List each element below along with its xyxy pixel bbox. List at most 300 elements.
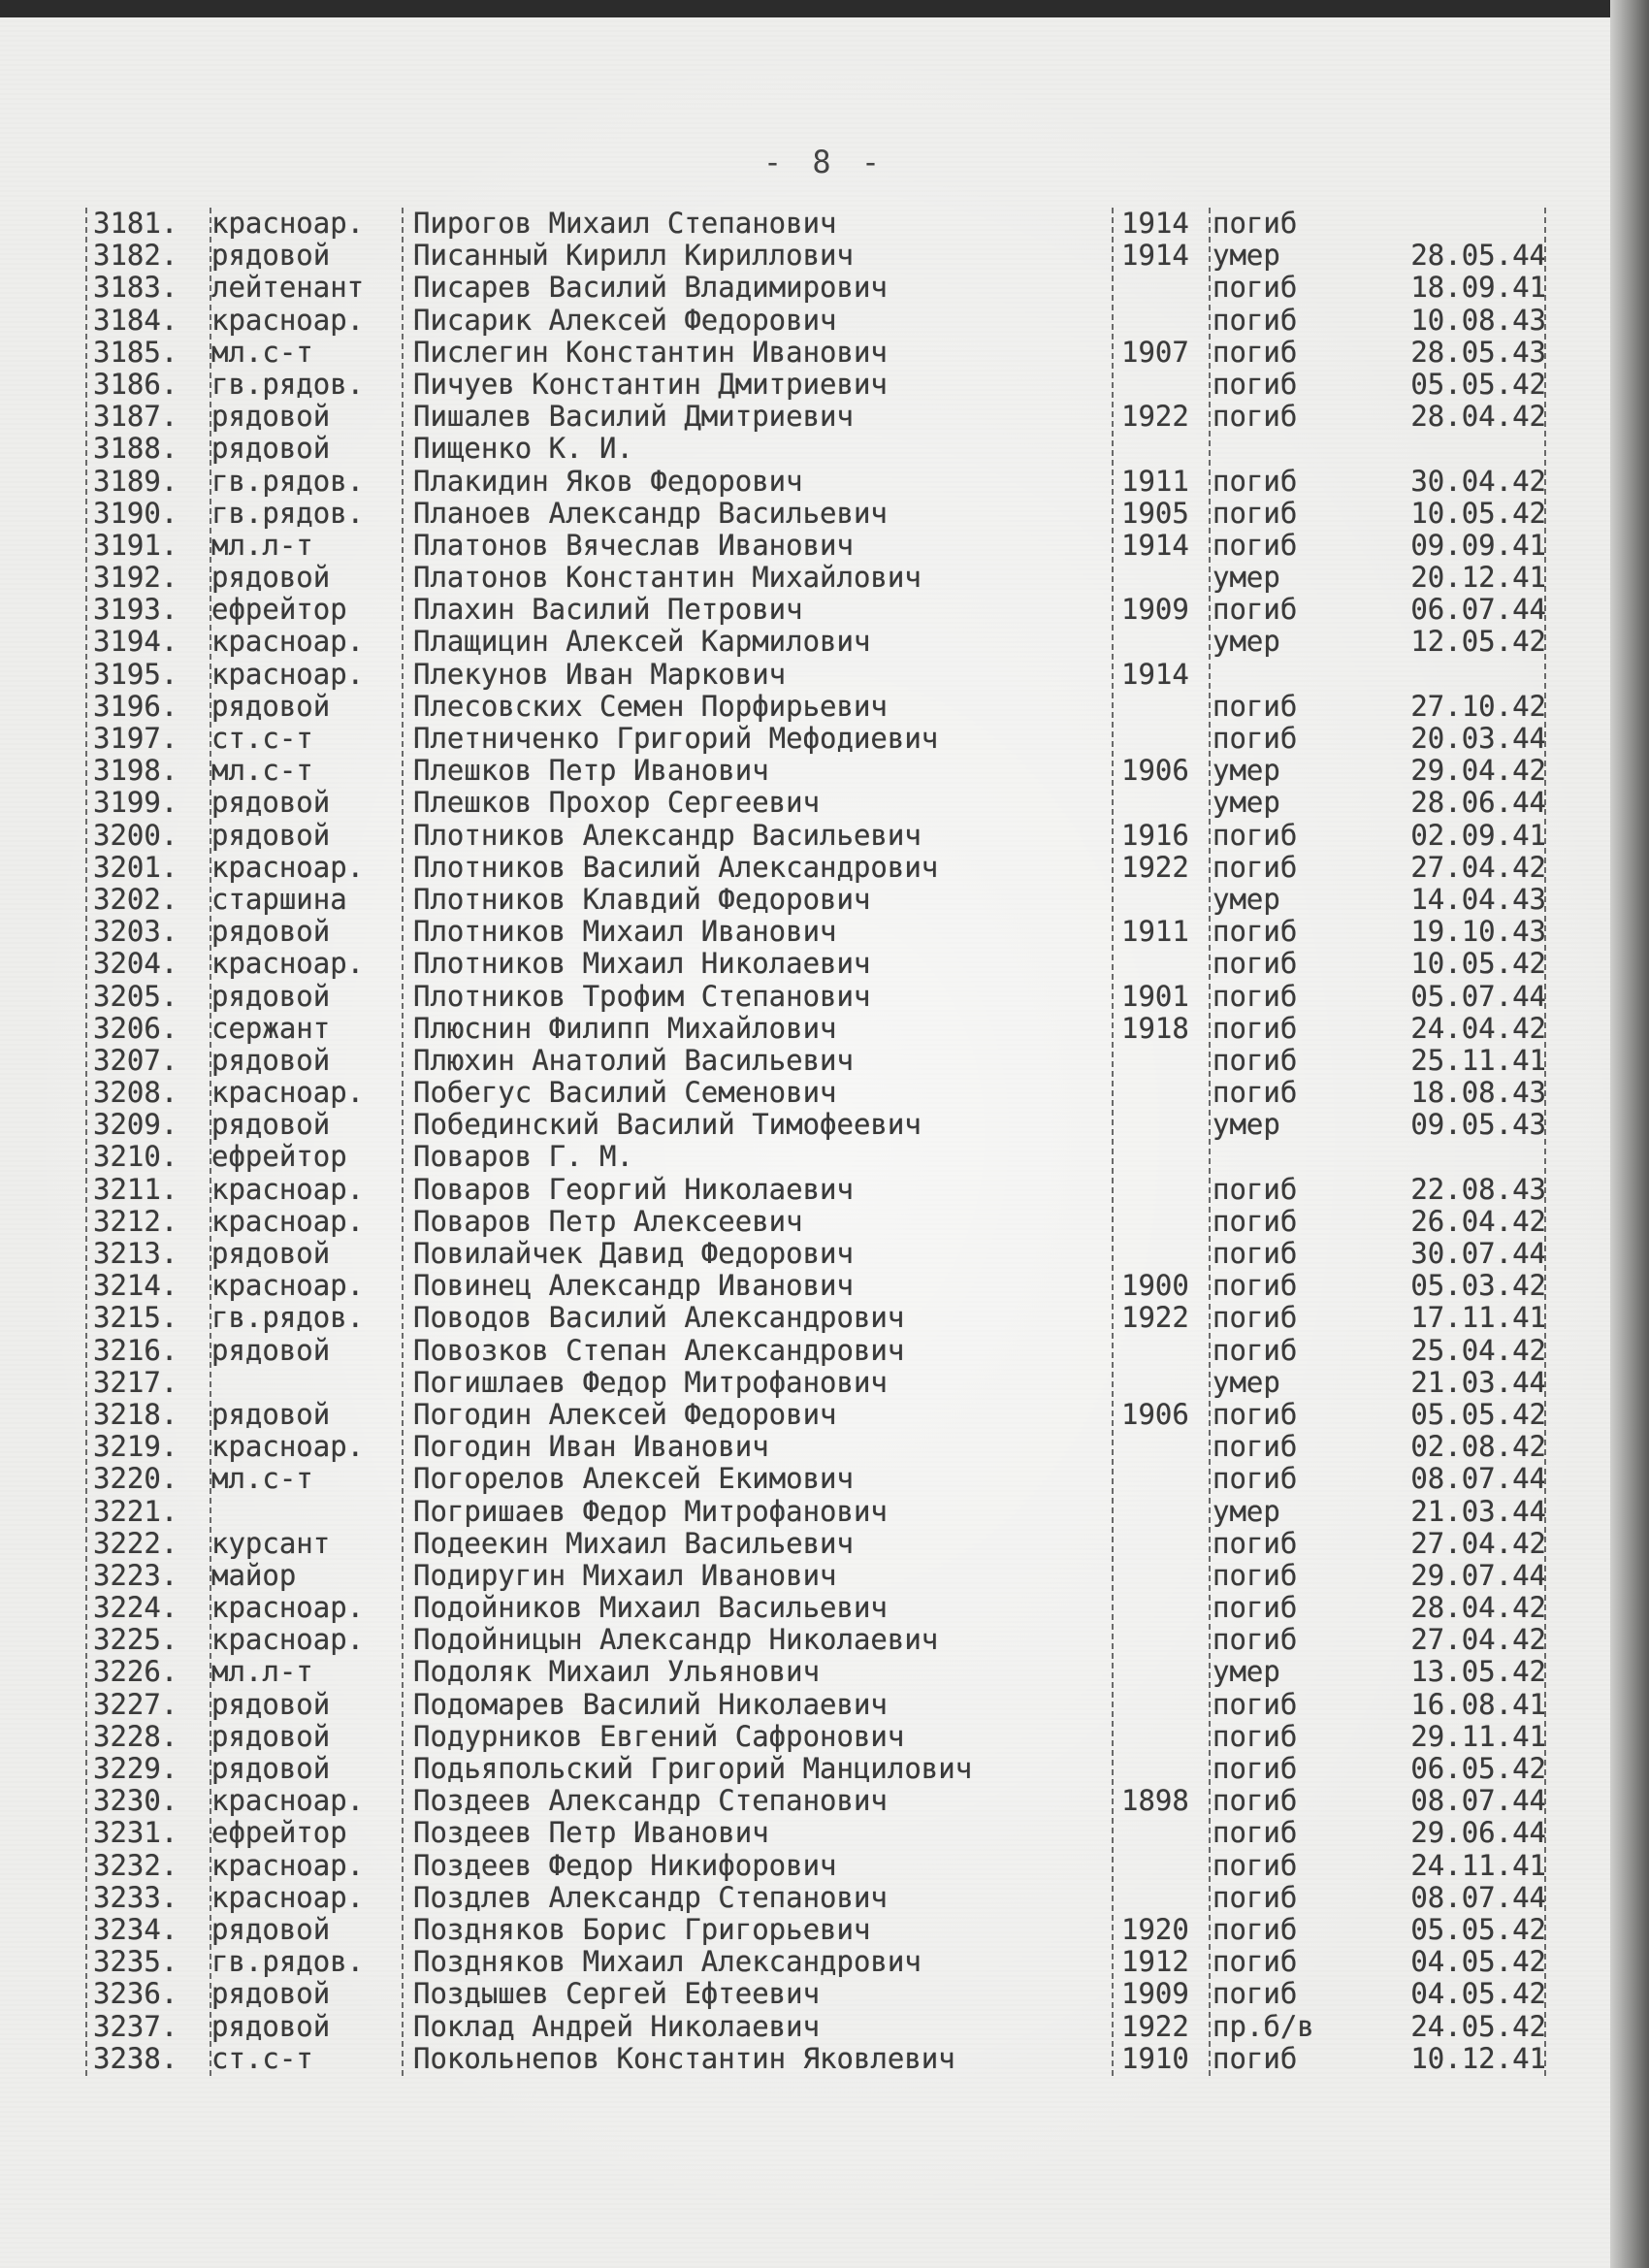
cell-rank: рядовой bbox=[211, 689, 331, 723]
cell-birth-year bbox=[1121, 948, 1214, 980]
cell-birth-year: 1905 bbox=[1121, 496, 1189, 530]
cell-status: погиб bbox=[1212, 1301, 1298, 1335]
cell-status: погиб bbox=[1212, 1558, 1298, 1592]
table-row bbox=[87, 852, 1552, 884]
cell-record-number: 3206. bbox=[93, 1011, 178, 1045]
table-row bbox=[87, 1077, 1552, 1109]
cell-status: умер bbox=[1212, 1655, 1280, 1689]
cell-date: 29.04.42 bbox=[1410, 754, 1546, 788]
cell-date: 10.05.42 bbox=[1410, 496, 1546, 530]
table-row bbox=[87, 337, 1552, 369]
cell-date: 04.05.42 bbox=[1410, 1977, 1546, 2011]
cell-rank: мл.с-т bbox=[211, 1462, 313, 1496]
column-sep-name-year bbox=[1112, 208, 1114, 2076]
cell-full-name: Пищенко К. И. bbox=[413, 432, 633, 466]
cell-birth-year bbox=[1121, 1174, 1214, 1206]
cell-record-number: 3233. bbox=[93, 1880, 178, 1914]
cell-record-number: 3216. bbox=[93, 1333, 178, 1367]
cell-full-name: Погодин Алексей Федорович bbox=[413, 1397, 837, 1431]
cell-rank: красноар. bbox=[211, 1784, 365, 1818]
cell-rank: рядовой bbox=[211, 915, 331, 949]
cell-date: 20.12.41 bbox=[1410, 561, 1546, 595]
cell-rank: рядовой bbox=[211, 1043, 331, 1077]
cell-full-name: Погодин Иван Иванович bbox=[413, 1430, 769, 1464]
cell-full-name: Писанный Кирилл Кириллович bbox=[413, 239, 854, 273]
cell-record-number: 3202. bbox=[93, 882, 178, 916]
cell-rank: рядовой bbox=[211, 1912, 331, 1946]
cell-date: 24.05.42 bbox=[1410, 2009, 1546, 2043]
cell-rank: мл.с-т bbox=[211, 335, 313, 369]
cell-full-name: Подомарев Василий Николаевич bbox=[413, 1687, 888, 1721]
cell-status: погиб bbox=[1212, 1430, 1298, 1464]
cell-rank: рядовой bbox=[211, 1977, 331, 2011]
cell-full-name: Плахин Василий Петрович bbox=[413, 593, 803, 627]
table-row bbox=[87, 1045, 1552, 1077]
cell-birth-year: 1912 bbox=[1121, 1945, 1189, 1979]
cell-rank: красноар. bbox=[211, 1623, 365, 1657]
table-row bbox=[87, 1850, 1552, 1882]
cell-full-name: Повозков Степан Александрович bbox=[413, 1333, 905, 1367]
cell-full-name: Поваров Георгий Николаевич bbox=[413, 1172, 854, 1206]
cell-status bbox=[1212, 1141, 1358, 1173]
cell-birth-year: 1920 bbox=[1121, 1912, 1189, 1946]
cell-date: 27.04.42 bbox=[1410, 850, 1546, 884]
cell-date: 28.05.44 bbox=[1410, 239, 1546, 273]
table-row bbox=[87, 1592, 1552, 1624]
cell-full-name: Плесовских Семен Порфирьевич bbox=[413, 689, 888, 723]
cell-status: погиб bbox=[1212, 1462, 1298, 1496]
cell-date: 21.03.44 bbox=[1410, 1494, 1546, 1528]
cell-full-name: Поздеев Александр Степанович bbox=[413, 1784, 888, 1818]
cell-full-name: Пишалев Василий Дмитриевич bbox=[413, 400, 854, 434]
table-row bbox=[87, 820, 1552, 852]
cell-status: погиб bbox=[1212, 1204, 1298, 1238]
table-row bbox=[87, 1496, 1552, 1528]
cell-birth-year: 1900 bbox=[1121, 1269, 1189, 1303]
cell-record-number: 3228. bbox=[93, 1719, 178, 1753]
cell-birth-year bbox=[1121, 1656, 1214, 1688]
cell-full-name: Пислегин Константин Иванович bbox=[413, 335, 888, 369]
cell-status: пр.б/в bbox=[1212, 2009, 1314, 2043]
cell-birth-year: 1910 bbox=[1121, 2041, 1189, 2075]
table-row bbox=[87, 1624, 1552, 1656]
cell-full-name: Поводов Василий Александрович bbox=[413, 1301, 905, 1335]
cell-birth-year bbox=[1121, 691, 1214, 723]
cell-rank: рядовой bbox=[211, 1333, 331, 1367]
cell-status: погиб bbox=[1212, 1172, 1298, 1206]
cell-record-number: 3195. bbox=[93, 657, 178, 691]
cell-status: погиб bbox=[1212, 1397, 1298, 1431]
column-sep-left bbox=[85, 208, 87, 2076]
table-row bbox=[87, 305, 1552, 337]
table-row bbox=[87, 1914, 1552, 1946]
cell-full-name: Плешков Петр Иванович bbox=[413, 754, 769, 788]
cell-rank: рядовой bbox=[211, 979, 331, 1013]
cell-full-name: Поздняков Борис Григорьевич bbox=[413, 1912, 871, 1946]
cell-full-name: Повилайчек Давид Федорович bbox=[413, 1237, 854, 1270]
cell-rank: мл.с-т bbox=[211, 754, 313, 788]
cell-rank: рядовой bbox=[211, 2009, 331, 2043]
cell-rank: рядовой bbox=[211, 1397, 331, 1431]
cell-birth-year: 1922 bbox=[1121, 850, 1189, 884]
cell-rank: красноар. bbox=[211, 947, 365, 981]
cell-rank: майор bbox=[211, 1558, 297, 1592]
cell-record-number: 3189. bbox=[93, 464, 178, 498]
cell-birth-year bbox=[1121, 1882, 1214, 1914]
cell-full-name: Пичуев Константин Дмитриевич bbox=[413, 367, 888, 401]
cell-record-number: 3236. bbox=[93, 1977, 178, 2011]
table-row bbox=[87, 466, 1552, 498]
cell-date bbox=[1362, 1141, 1546, 1173]
cell-record-number: 3208. bbox=[93, 1076, 178, 1110]
cell-date: 08.07.44 bbox=[1410, 1784, 1546, 1818]
cell-date: 17.11.41 bbox=[1410, 1301, 1546, 1335]
table-row bbox=[87, 691, 1552, 723]
cell-status: умер bbox=[1212, 1494, 1280, 1528]
cell-rank: красноар. bbox=[211, 1269, 365, 1303]
cell-full-name: Повинец Александр Иванович bbox=[413, 1269, 854, 1303]
cell-full-name: Плешков Прохор Сергеевич bbox=[413, 786, 821, 820]
cell-birth-year bbox=[1121, 1528, 1214, 1560]
cell-record-number: 3211. bbox=[93, 1172, 178, 1206]
cell-record-number: 3221. bbox=[93, 1494, 178, 1528]
table-row bbox=[87, 1302, 1552, 1334]
cell-record-number: 3225. bbox=[93, 1623, 178, 1657]
cell-status: погиб bbox=[1212, 1784, 1298, 1818]
cell-record-number: 3199. bbox=[93, 786, 178, 820]
cell-rank: гв.рядов. bbox=[211, 464, 365, 498]
cell-birth-year bbox=[1121, 1206, 1214, 1238]
cell-record-number: 3217. bbox=[93, 1365, 178, 1399]
cell-status: погиб bbox=[1212, 335, 1298, 369]
table-row bbox=[87, 240, 1552, 272]
cell-record-number: 3192. bbox=[93, 561, 178, 595]
cell-rank: рядовой bbox=[211, 1237, 331, 1270]
cell-status: умер bbox=[1212, 1108, 1280, 1142]
table-row bbox=[87, 1399, 1552, 1431]
cell-rank: красноар. bbox=[211, 1076, 365, 1110]
table-row bbox=[87, 1174, 1552, 1206]
cell-status: погиб bbox=[1212, 1945, 1298, 1979]
table-row bbox=[87, 1238, 1552, 1270]
cell-date: 02.08.42 bbox=[1410, 1430, 1546, 1464]
cell-rank: рядовой bbox=[211, 561, 331, 595]
cell-status bbox=[1212, 433, 1358, 465]
cell-record-number: 3201. bbox=[93, 850, 178, 884]
cell-status: погиб bbox=[1212, 464, 1298, 498]
cell-date: 21.03.44 bbox=[1410, 1365, 1546, 1399]
cell-rank: курсант bbox=[211, 1526, 331, 1560]
cell-rank: лейтенант bbox=[211, 271, 365, 305]
cell-status: погиб bbox=[1212, 1719, 1298, 1753]
table-row bbox=[87, 787, 1552, 819]
cell-date: 13.05.42 bbox=[1410, 1655, 1546, 1689]
column-sep-rank-name bbox=[402, 208, 404, 2076]
table-row bbox=[87, 1528, 1552, 1560]
cell-record-number: 3220. bbox=[93, 1462, 178, 1496]
cell-date: 24.04.42 bbox=[1410, 1011, 1546, 1045]
cell-status: погиб bbox=[1212, 303, 1298, 337]
cell-record-number: 3222. bbox=[93, 1526, 178, 1560]
cell-rank: ефрейтор bbox=[211, 1140, 347, 1174]
column-sep-right bbox=[1544, 208, 1546, 2076]
cell-full-name: Планоев Александр Васильевич bbox=[413, 496, 888, 530]
cell-record-number: 3224. bbox=[93, 1591, 178, 1625]
cell-status: погиб bbox=[1212, 722, 1298, 755]
cell-status: погиб bbox=[1212, 496, 1298, 530]
cell-rank: ст.с-т bbox=[211, 722, 313, 755]
cell-date: 27.04.42 bbox=[1410, 1623, 1546, 1657]
cell-full-name: Пирогов Михаил Степанович bbox=[413, 207, 837, 240]
cell-birth-year bbox=[1121, 884, 1214, 916]
cell-birth-year bbox=[1121, 1689, 1214, 1721]
cell-record-number: 3194. bbox=[93, 625, 178, 659]
cell-full-name: Поздлев Александр Степанович bbox=[413, 1880, 888, 1914]
cell-record-number: 3227. bbox=[93, 1687, 178, 1721]
cell-status: умер bbox=[1212, 882, 1280, 916]
cell-date: 06.07.44 bbox=[1410, 593, 1546, 627]
cell-rank: красноар. bbox=[211, 1880, 365, 1914]
cell-record-number: 3215. bbox=[93, 1301, 178, 1335]
cell-record-number: 3184. bbox=[93, 303, 178, 337]
cell-status bbox=[1212, 659, 1358, 691]
cell-birth-year bbox=[1121, 433, 1214, 465]
table-row bbox=[87, 498, 1552, 530]
cell-record-number: 3186. bbox=[93, 367, 178, 401]
cell-record-number: 3218. bbox=[93, 1397, 178, 1431]
cell-birth-year bbox=[1121, 1463, 1214, 1495]
cell-rank: мл.л-т bbox=[211, 528, 313, 562]
cell-rank: рядовой bbox=[211, 1108, 331, 1142]
cell-birth-year: 1914 bbox=[1121, 528, 1189, 562]
cell-rank: красноар. bbox=[211, 850, 365, 884]
cell-birth-year bbox=[1121, 1335, 1214, 1367]
cell-status: погиб bbox=[1212, 1591, 1298, 1625]
table-row bbox=[87, 1689, 1552, 1721]
cell-status: погиб bbox=[1212, 1237, 1298, 1270]
cell-date: 24.11.41 bbox=[1410, 1848, 1546, 1882]
cell-rank: рядовой bbox=[211, 400, 331, 434]
cell-status: погиб bbox=[1212, 689, 1298, 723]
cell-rank: рядовой bbox=[211, 818, 331, 852]
cell-full-name: Покольнепов Константин Яковлевич bbox=[413, 2041, 955, 2075]
cell-full-name: Подеекин Михаил Васильевич bbox=[413, 1526, 854, 1560]
table-row bbox=[87, 272, 1552, 304]
cell-status: погиб bbox=[1212, 818, 1298, 852]
cell-record-number: 3231. bbox=[93, 1816, 178, 1850]
cell-full-name: Подойников Михаил Васильевич bbox=[413, 1591, 888, 1625]
cell-rank: сержант bbox=[211, 1011, 331, 1045]
cell-rank: ст.с-т bbox=[211, 2041, 313, 2075]
cell-record-number: 3213. bbox=[93, 1237, 178, 1270]
cell-rank: гв.рядов. bbox=[211, 496, 365, 530]
cell-status: умер bbox=[1212, 754, 1280, 788]
table-row bbox=[87, 1656, 1552, 1688]
table-row bbox=[87, 1367, 1552, 1399]
cell-status: погиб bbox=[1212, 2041, 1298, 2075]
table-row bbox=[87, 981, 1552, 1013]
cell-record-number: 3226. bbox=[93, 1655, 178, 1689]
cell-date: 05.03.42 bbox=[1410, 1269, 1546, 1303]
cell-full-name: Плюснин Филипп Михайлович bbox=[413, 1011, 837, 1045]
cell-date: 02.09.41 bbox=[1410, 818, 1546, 852]
cell-date: 19.10.43 bbox=[1410, 915, 1546, 949]
cell-birth-year: 1914 bbox=[1121, 239, 1189, 273]
cell-status: погиб bbox=[1212, 947, 1298, 981]
cell-date: 26.04.42 bbox=[1410, 1204, 1546, 1238]
table-row bbox=[87, 1946, 1552, 1978]
cell-birth-year bbox=[1121, 1817, 1214, 1849]
cell-record-number: 3210. bbox=[93, 1140, 178, 1174]
cell-date: 25.04.42 bbox=[1410, 1333, 1546, 1367]
cell-birth-year: 1898 bbox=[1121, 1784, 1189, 1818]
table-row bbox=[87, 433, 1552, 465]
cell-record-number: 3229. bbox=[93, 1752, 178, 1785]
cell-birth-year bbox=[1121, 1238, 1214, 1270]
page-number: - 8 - bbox=[762, 144, 887, 180]
cell-date: 29.06.44 bbox=[1410, 1816, 1546, 1850]
table-row bbox=[87, 208, 1552, 240]
table-row bbox=[87, 1785, 1552, 1817]
cell-date bbox=[1362, 659, 1546, 691]
cell-rank: рядовой bbox=[211, 1752, 331, 1785]
cell-record-number: 3238. bbox=[93, 2041, 178, 2075]
cell-rank: мл.л-т bbox=[211, 1655, 313, 1689]
cell-status: погиб bbox=[1212, 207, 1298, 240]
cell-date: 27.10.42 bbox=[1410, 689, 1546, 723]
cell-birth-year: 1914 bbox=[1121, 207, 1189, 240]
cell-status: погиб bbox=[1212, 1043, 1298, 1077]
cell-record-number: 3196. bbox=[93, 689, 178, 723]
cell-birth-year: 1901 bbox=[1121, 979, 1189, 1013]
cell-date: 30.04.42 bbox=[1410, 464, 1546, 498]
cell-rank: старшина bbox=[211, 882, 347, 916]
cell-record-number: 3190. bbox=[93, 496, 178, 530]
table-row bbox=[87, 948, 1552, 980]
cell-record-number: 3219. bbox=[93, 1430, 178, 1464]
cell-status: погиб bbox=[1212, 1687, 1298, 1721]
table-row bbox=[87, 1463, 1552, 1495]
cell-birth-year: 1906 bbox=[1121, 754, 1189, 788]
cell-birth-year bbox=[1121, 1077, 1214, 1109]
cell-record-number: 3212. bbox=[93, 1204, 178, 1238]
cell-record-number: 3235. bbox=[93, 1945, 178, 1979]
table-row bbox=[87, 1335, 1552, 1367]
cell-full-name: Подьяпольский Григорий Манцилович bbox=[413, 1752, 973, 1785]
cell-full-name: Плащицин Алексей Кармилович bbox=[413, 625, 871, 659]
cell-full-name: Погришаев Федор Митрофанович bbox=[413, 1494, 888, 1528]
cell-rank: рядовой bbox=[211, 1687, 331, 1721]
cell-status: погиб bbox=[1212, 1848, 1298, 1882]
cell-full-name: Побединский Василий Тимофеевич bbox=[413, 1108, 922, 1142]
table-row bbox=[87, 626, 1552, 658]
cell-birth-year bbox=[1121, 1496, 1214, 1528]
table-row bbox=[87, 530, 1552, 562]
cell-full-name: Подойницын Александр Николаевич bbox=[413, 1623, 939, 1657]
cell-date: 06.05.42 bbox=[1410, 1752, 1546, 1785]
cell-full-name: Подоляк Михаил Ульянович bbox=[413, 1655, 821, 1689]
cell-record-number: 3214. bbox=[93, 1269, 178, 1303]
cell-birth-year bbox=[1121, 626, 1214, 658]
cell-date: 16.08.41 bbox=[1410, 1687, 1546, 1721]
cell-full-name: Писарик Алексей Федорович bbox=[413, 303, 837, 337]
cell-full-name: Поздеев Петр Иванович bbox=[413, 1816, 769, 1850]
cell-birth-year bbox=[1121, 1045, 1214, 1077]
cell-birth-year bbox=[1121, 272, 1214, 304]
table-row bbox=[87, 1431, 1552, 1463]
table-row bbox=[87, 401, 1552, 433]
cell-full-name: Плотников Михаил Иванович bbox=[413, 915, 837, 949]
cell-birth-year bbox=[1121, 1753, 1214, 1785]
cell-record-number: 3191. bbox=[93, 528, 178, 562]
cell-record-number: 3193. bbox=[93, 593, 178, 627]
cell-birth-year bbox=[1121, 305, 1214, 337]
cell-status: погиб bbox=[1212, 850, 1298, 884]
cell-birth-year bbox=[1121, 1141, 1214, 1173]
cell-rank: рядовой bbox=[211, 1719, 331, 1753]
cell-date: 08.07.44 bbox=[1410, 1880, 1546, 1914]
cell-date bbox=[1362, 208, 1546, 240]
table-row bbox=[87, 1882, 1552, 1914]
cell-full-name: Плакидин Яков Федорович bbox=[413, 464, 803, 498]
table-row bbox=[87, 1978, 1552, 2010]
cell-date: 10.05.42 bbox=[1410, 947, 1546, 981]
cell-birth-year: 1907 bbox=[1121, 335, 1189, 369]
cell-birth-year: 1909 bbox=[1121, 1977, 1189, 2011]
cell-birth-year: 1922 bbox=[1121, 2009, 1189, 2043]
cell-date: 18.09.41 bbox=[1410, 271, 1546, 305]
cell-date: 10.12.41 bbox=[1410, 2041, 1546, 2075]
cell-full-name: Плотников Трофим Степанович bbox=[413, 979, 871, 1013]
cell-birth-year bbox=[1121, 1367, 1214, 1399]
cell-birth-year: 1922 bbox=[1121, 1301, 1189, 1335]
cell-record-number: 3207. bbox=[93, 1043, 178, 1077]
cell-rank: ефрейтор bbox=[211, 593, 347, 627]
table-row bbox=[87, 1206, 1552, 1238]
cell-record-number: 3237. bbox=[93, 2009, 178, 2043]
cell-rank: красноар. bbox=[211, 657, 365, 691]
cell-full-name: Подурников Евгений Сафронович bbox=[413, 1719, 905, 1753]
cell-full-name: Плотников Михаил Николаевич bbox=[413, 947, 871, 981]
cell-status: погиб bbox=[1212, 1076, 1298, 1110]
cell-status: погиб bbox=[1212, 1269, 1298, 1303]
cell-full-name: Плюхин Анатолий Васильевич bbox=[413, 1043, 854, 1077]
cell-record-number: 3198. bbox=[93, 754, 178, 788]
cell-status: погиб bbox=[1212, 915, 1298, 949]
cell-birth-year: 1918 bbox=[1121, 1011, 1189, 1045]
cell-birth-year bbox=[1121, 723, 1214, 755]
cell-rank: ефрейтор bbox=[211, 1816, 347, 1850]
table-row bbox=[87, 884, 1552, 916]
cell-record-number: 3205. bbox=[93, 979, 178, 1013]
cell-rank: красноар. bbox=[211, 625, 365, 659]
cell-rank: рядовой bbox=[211, 432, 331, 466]
table-row bbox=[87, 723, 1552, 755]
table-row bbox=[87, 1817, 1552, 1849]
cell-rank: красноар. bbox=[211, 1430, 365, 1464]
cell-rank: рядовой bbox=[211, 786, 331, 820]
cell-date: 05.05.42 bbox=[1410, 1397, 1546, 1431]
cell-birth-year: 1911 bbox=[1121, 915, 1189, 949]
cell-date: 28.06.44 bbox=[1410, 786, 1546, 820]
cell-full-name: Погорелов Алексей Екимович bbox=[413, 1462, 854, 1496]
table-row bbox=[87, 1270, 1552, 1302]
cell-status: погиб bbox=[1212, 400, 1298, 434]
cell-full-name: Платонов Вячеслав Иванович bbox=[413, 528, 854, 562]
cell-status: умер bbox=[1212, 239, 1280, 273]
cell-status: погиб bbox=[1212, 1011, 1298, 1045]
cell-status: погиб bbox=[1212, 1880, 1298, 1914]
